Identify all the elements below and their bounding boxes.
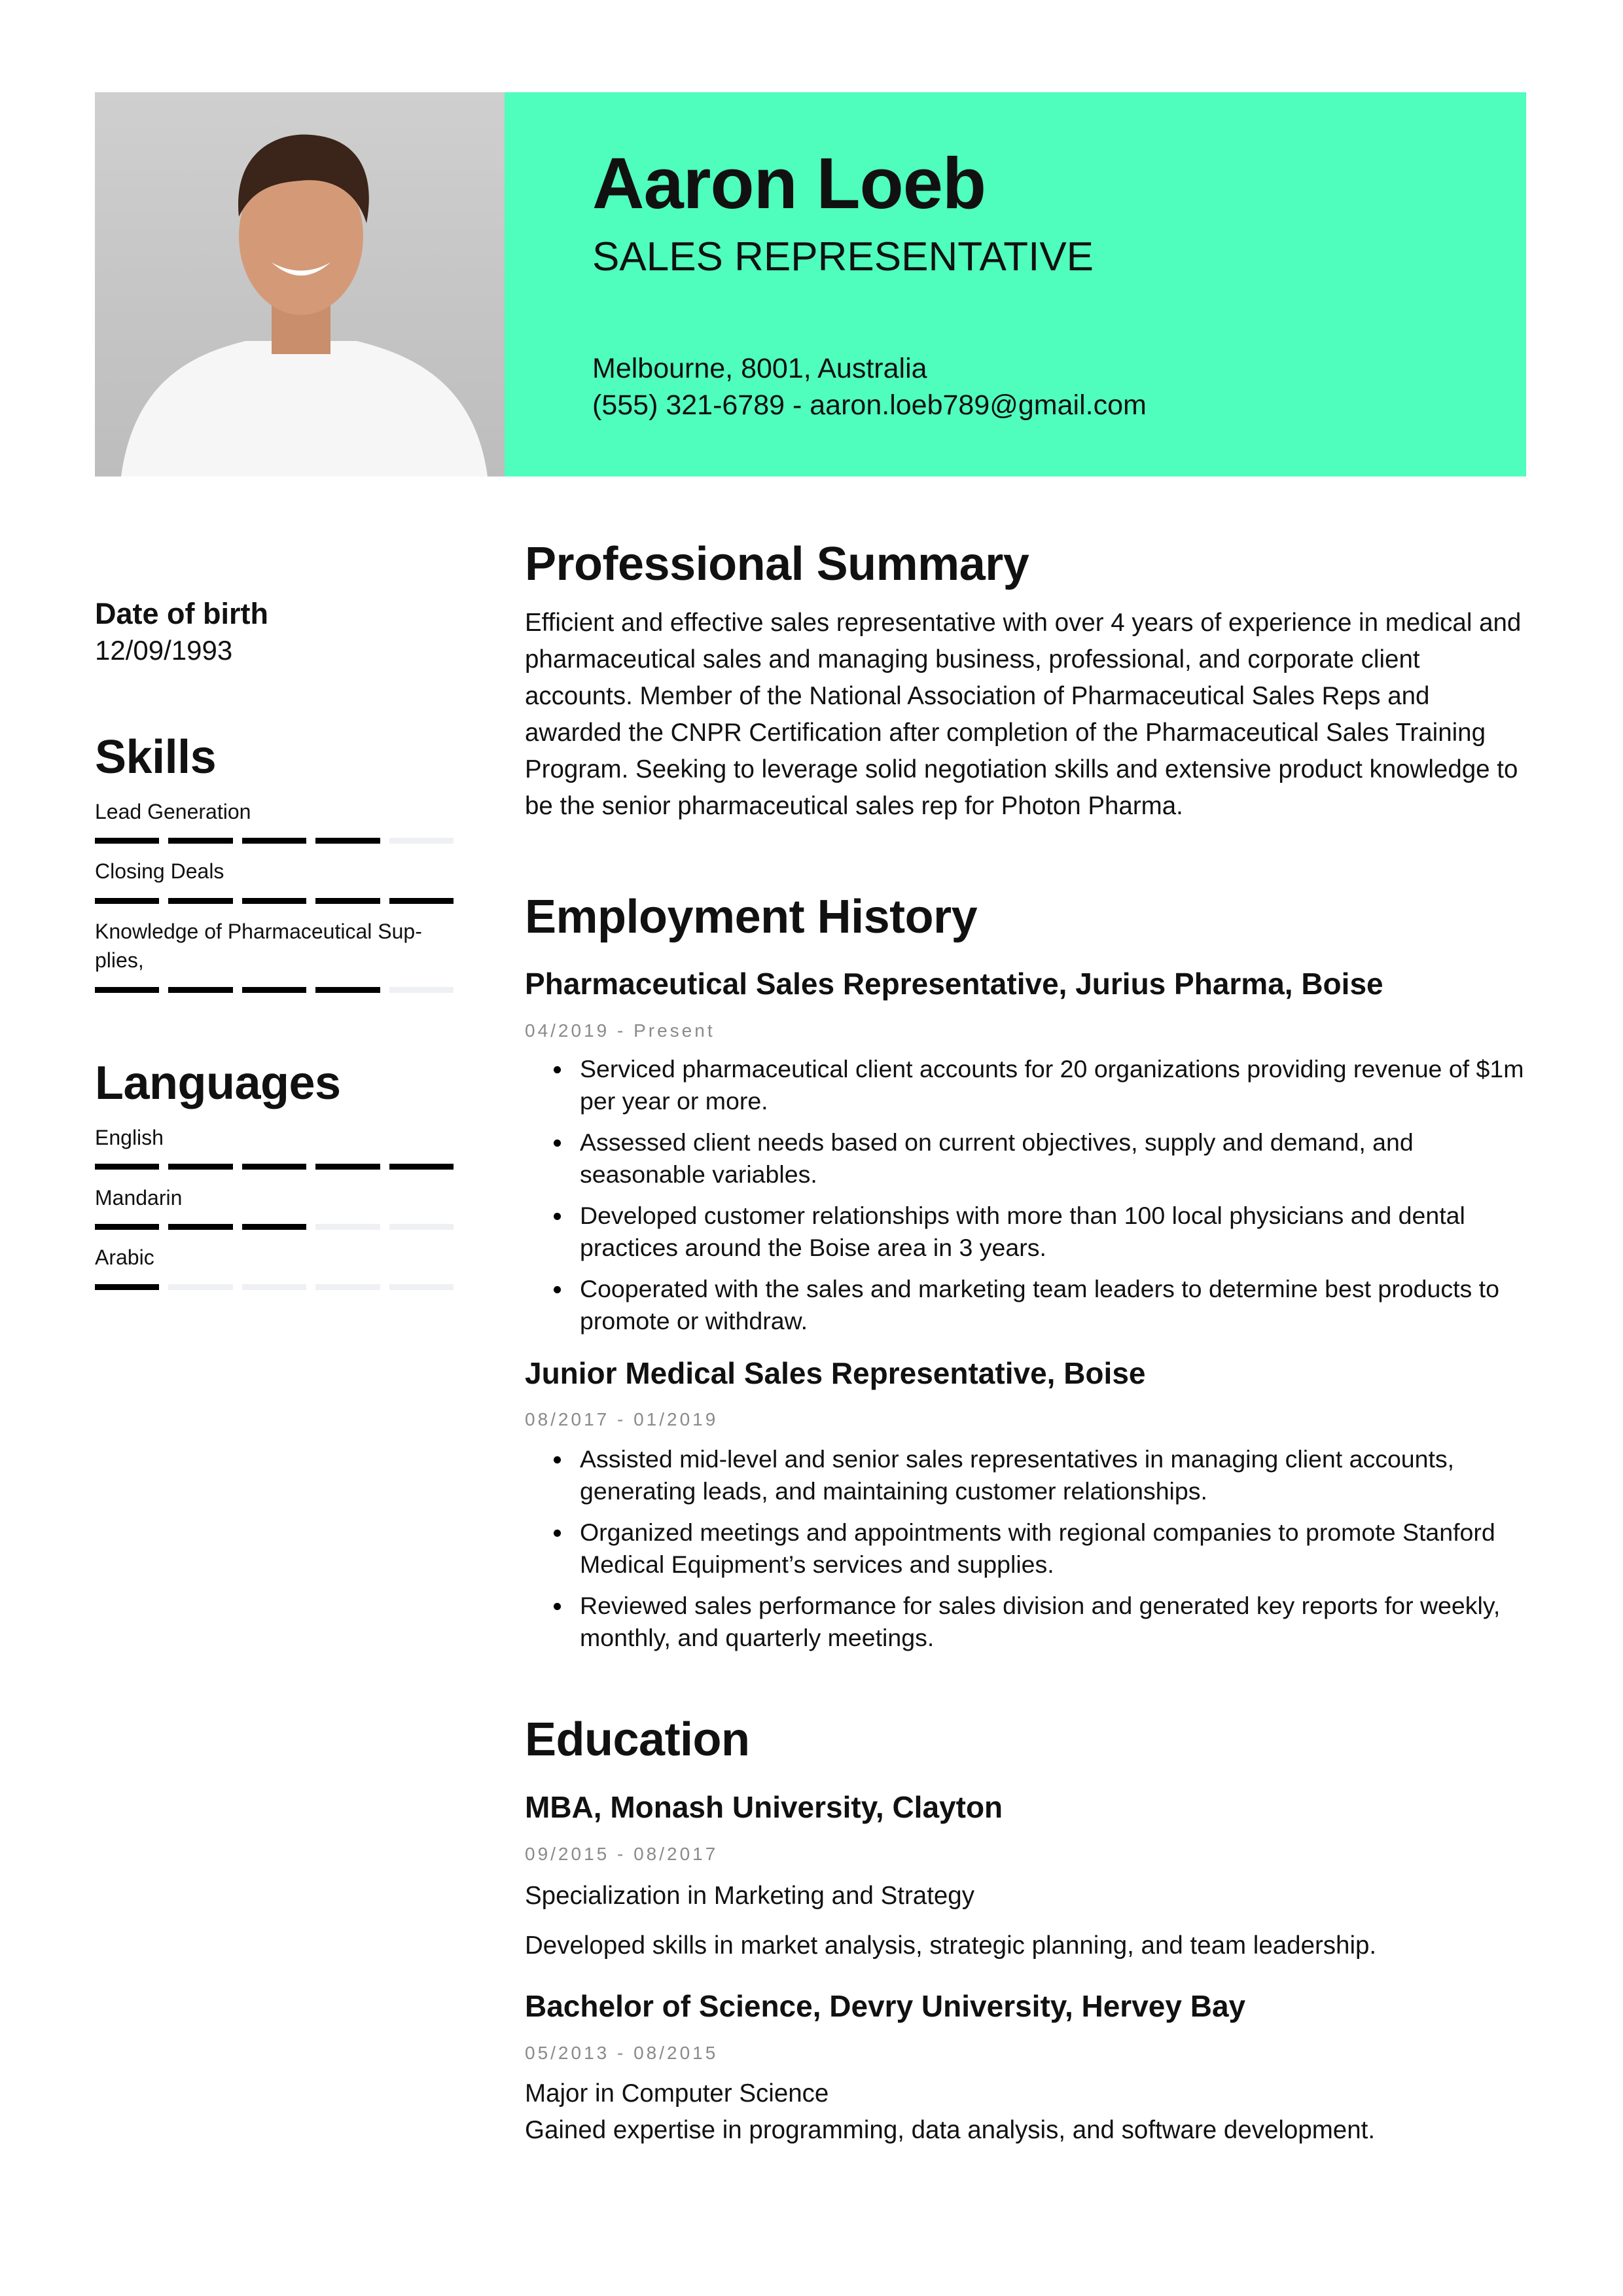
level-segment-filled xyxy=(315,1164,380,1170)
language-name: English xyxy=(95,1126,164,1149)
level-segment-empty xyxy=(389,1224,454,1230)
level-segment-filled xyxy=(95,987,159,993)
profile-photo xyxy=(95,92,505,476)
level-segment-filled xyxy=(168,1164,232,1170)
dob-label: Date of birth xyxy=(95,597,268,630)
job-title: SALES REPRESENTATIVE xyxy=(592,234,1094,279)
level-segment-filled xyxy=(315,898,380,904)
level-segment-filled xyxy=(242,898,306,904)
skill-level-bar xyxy=(95,898,454,904)
degree-dates: 09/2015 - 08/2017 xyxy=(525,1844,719,1864)
level-segment-filled xyxy=(95,898,159,904)
level-segment-filled xyxy=(168,1224,232,1230)
job-bullets xyxy=(525,1053,1526,1346)
dob-value: 12/09/1993 xyxy=(95,635,233,666)
contact-info xyxy=(592,350,1147,423)
bullet: Reviewed sales performance for sales division and generated key reports for weekly, monthly, and quarterly meetings. xyxy=(580,1590,1526,1654)
skill-name: Knowledge of Pharmaceutical Sup-plies, xyxy=(95,920,422,972)
skill-level-bar xyxy=(95,838,454,844)
level-segment-empty xyxy=(389,987,454,993)
skill-level-bar xyxy=(95,987,454,993)
skill-name: Closing Deals xyxy=(95,859,224,883)
skill-name: Lead Generation xyxy=(95,800,251,823)
education-heading: Education xyxy=(525,1713,750,1766)
candidate-name: Aaron Loeb xyxy=(592,143,986,224)
bullet: Assessed client needs based on current objectives, supply and demand, and seasonable variables. xyxy=(580,1126,1526,1191)
language-level-bar xyxy=(95,1224,454,1230)
level-segment-filled xyxy=(168,838,232,844)
level-segment-filled xyxy=(389,898,454,904)
degree-detail: Developed skills in market analysis, strategic planning, and team leadership. xyxy=(525,1931,1377,1960)
phone-email: (555) 321-6789 - aaron.loeb789@gmail.com xyxy=(592,389,1147,421)
bullet: Developed customer relationships with more than 100 local physicians and dental practices around the Boise area in 3 years. xyxy=(580,1200,1526,1264)
degree-detail: Specialization in Marketing and Strategy xyxy=(525,1882,974,1910)
job-dates: 04/2019 - Present xyxy=(525,1020,715,1041)
level-segment-filled xyxy=(168,987,232,993)
level-segment-empty xyxy=(389,838,454,844)
degree-title: MBA, Monash University, Clayton xyxy=(525,1790,1003,1824)
level-segment-filled xyxy=(389,1164,454,1170)
degree-detail: Gained expertise in programming, data analysis, and software development. xyxy=(525,2116,1376,2144)
level-segment-empty xyxy=(242,1284,306,1290)
bullet: Cooperated with the sales and marketing team leaders to determine best products to promote or withdraw. xyxy=(580,1273,1526,1337)
bullet: Assisted mid-level and senior sales representatives in managing client accounts, generating leads, and maintaining customer relationships. xyxy=(580,1443,1526,1507)
language-name: Mandarin xyxy=(95,1186,183,1210)
job-title: Junior Medical Sales Representative, Boise xyxy=(525,1356,1146,1390)
language-name: Arabic xyxy=(95,1246,154,1269)
level-segment-empty xyxy=(389,1284,454,1290)
level-segment-filled xyxy=(242,838,306,844)
language-level-bar xyxy=(95,1164,454,1170)
employment-heading: Employment History xyxy=(525,891,978,943)
language-level-bar xyxy=(95,1284,454,1290)
level-segment-filled xyxy=(95,1224,159,1230)
job-title: Pharmaceutical Sales Representative, Jurius Pharma, Boise xyxy=(525,967,1383,1001)
bullet: Organized meetings and appointments with regional companies to promote Stanford Medical Equipment’s services and supplies. xyxy=(580,1516,1526,1581)
level-segment-filled xyxy=(95,1284,159,1290)
level-segment-filled xyxy=(315,987,380,993)
level-segment-filled xyxy=(168,898,232,904)
job-dates: 08/2017 - 01/2019 xyxy=(525,1409,719,1429)
degree-title: Bachelor of Science, Devry University, Hervey Bay xyxy=(525,1989,1246,2023)
degree-detail: Major in Computer Science xyxy=(525,2079,829,2108)
bullet: Serviced pharmaceutical client accounts for 20 organizations providing revenue of $1m per year or more. xyxy=(580,1053,1526,1117)
languages-heading: Languages xyxy=(95,1057,341,1109)
skills-heading: Skills xyxy=(95,731,217,783)
level-segment-empty xyxy=(315,1224,380,1230)
level-segment-filled xyxy=(95,838,159,844)
job-bullets xyxy=(525,1443,1526,1663)
level-segment-filled xyxy=(242,1224,306,1230)
summary-text: Efficient and effective sales representative with over 4 years of experience in medical and pharmaceutical sales and managing business, professional, and corporate client accounts. Member of the National Association of Pharmaceutical Sales Reps and awarded the CNPR Certification after completion of the Pharmaceutical Sales Training Program. Seeking to leverage solid negotiation skills and extensive product knowledge to be the senior pharmaceutical sales rep for Photon Pharma. xyxy=(525,609,1522,820)
level-segment-filled xyxy=(315,838,380,844)
level-segment-filled xyxy=(95,1164,159,1170)
level-segment-empty xyxy=(315,1284,380,1290)
address: Melbourne, 8001, Australia xyxy=(592,353,927,384)
level-segment-filled xyxy=(242,987,306,993)
summary-heading: Professional Summary xyxy=(525,538,1029,590)
level-segment-filled xyxy=(242,1164,306,1170)
level-segment-empty xyxy=(168,1284,232,1290)
degree-dates: 05/2013 - 08/2015 xyxy=(525,2043,719,2063)
